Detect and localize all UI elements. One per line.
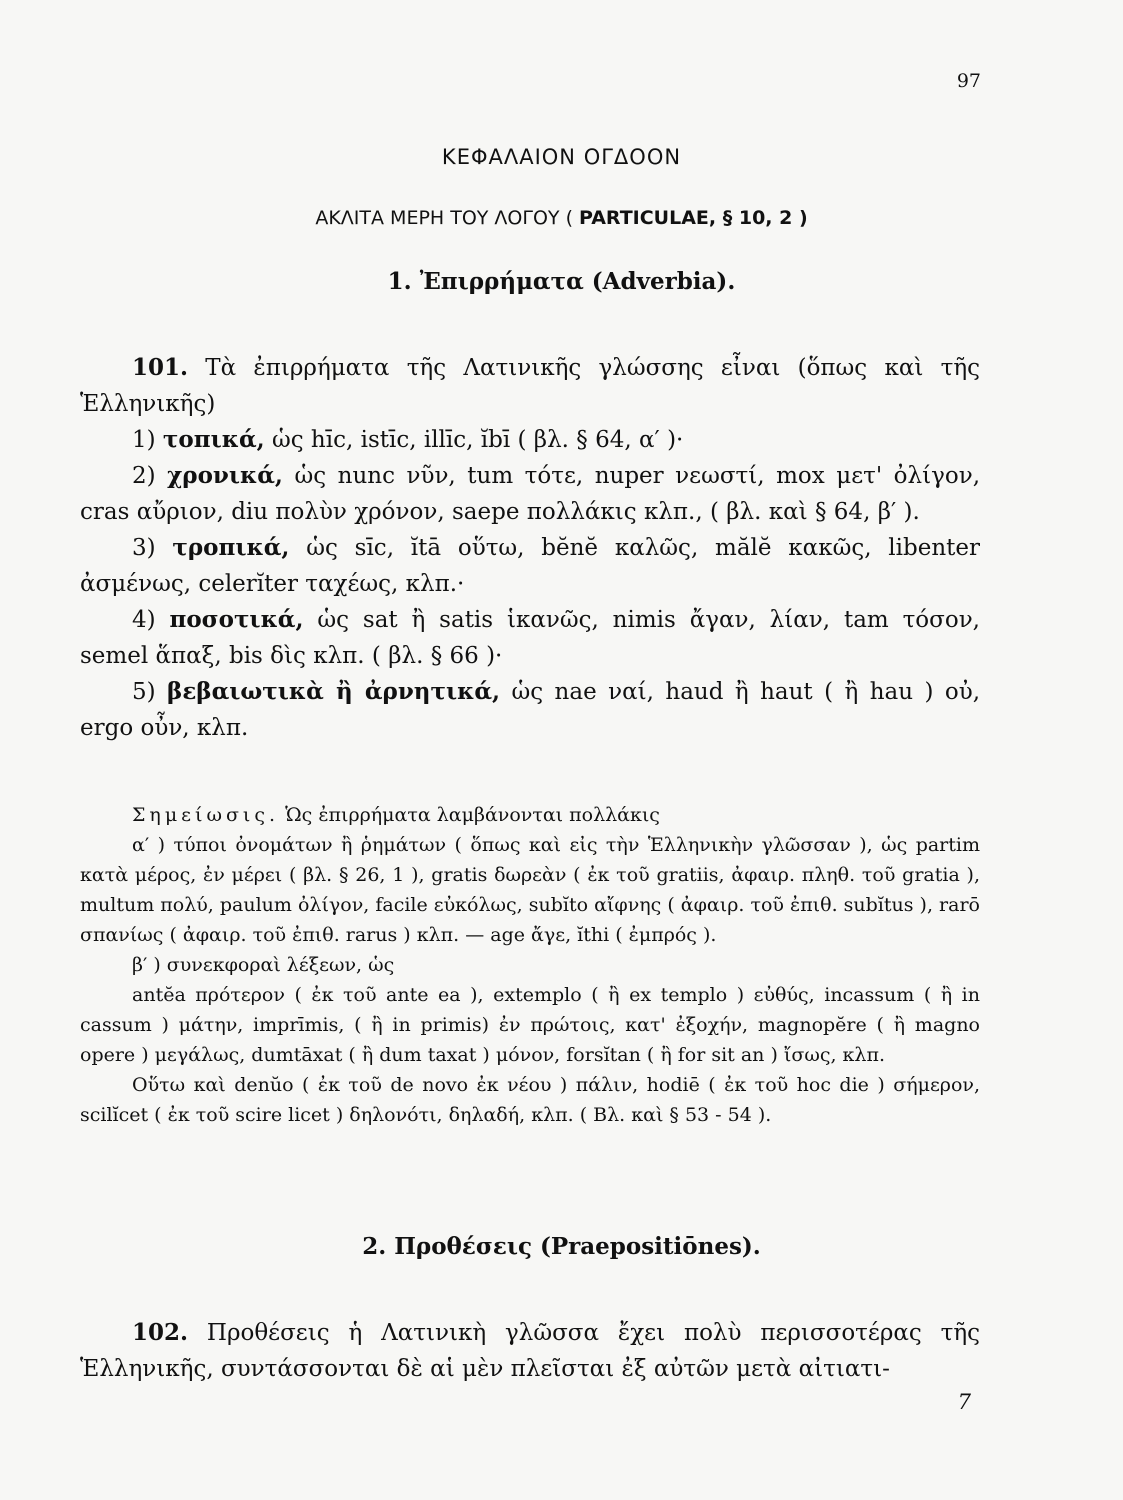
item-keyword: χρονικά, (167, 462, 283, 489)
subtitle-latin: PARTICULAE, § 10, 2 ) (579, 207, 808, 229)
note-label: Σημείωσις. (132, 804, 280, 826)
paragraph-number: 102. (132, 1319, 189, 1346)
item-text: ὡς nae ναί, haud ἢ haut ( ἢ hau ) οὐ, ergo οὖν, κλπ. (80, 679, 981, 741)
item-number: 2) (132, 463, 156, 489)
note-part-c: antĕa πρότερον ( ἐκ τοῦ ante ea ), extemplo ( ἢ ex templo ) εὐθύς, incassum ( ἢ in cassum ) μάτην, imprīmis, ( ἢ in primis) ἐν πρώτοις, κατ' ἐξοχήν, magnopĕre ( ἢ magno opere ) μεγάλως, dumtāxat ( ἢ dum taxat ) μόνον, forsĭtan ( ἢ for sit an ) ἴσως, κλπ. (80, 984, 980, 1066)
item-keyword: τροπικά, (172, 534, 290, 561)
item-text: ὡς hīc, istīc, illīc, ĭbī ( βλ. § 64, α′ )· (271, 427, 684, 453)
paragraph-text: Προθέσεις ἡ Λατινικὴ γλῶσσα ἔχει πολὺ περισσοτέρας τῆς Ἑλληνικῆς, συντάσσονται δὲ αἱ μὲν πλεῖσται ἐξ αὐτῶν μετὰ αἰτιατι- (80, 1320, 980, 1382)
list-item (80, 674, 980, 746)
subtitle-greek: ΑΚΛΙΤΑ ΜΕΡΗ ΤΟΥ ΛΟΓΟΥ ( (315, 207, 573, 229)
item-text: ὡς sat ἢ satis ἱκανῶς, nimis ἄγαν, λίαν, tam τόσον, semel ἅπαξ, bis δὶς κλπ. ( βλ. § 66 )· (80, 607, 980, 669)
list-item (80, 602, 980, 674)
section-title-adverbia: 1. Ἐπιρρήματα (Adverbia). (387, 268, 736, 295)
signature-mark: 7 (957, 1390, 971, 1414)
chapter-subtitle (0, 207, 1123, 229)
paragraph-102 (80, 1315, 980, 1387)
paragraph-101-intro (80, 350, 980, 422)
note-part-b: β′ ) συνεκφοραὶ λέξεων, ὡς (132, 954, 395, 976)
list-item (80, 422, 980, 458)
chapter-title: ΚΕΦΑΛΑΙΟΝ ΟΓΔΟΟΝ (441, 145, 682, 169)
note-intro-text: Ὡς ἐπιρρήματα λαμβάνονται πολλάκις (285, 804, 660, 826)
item-keyword: βεβαιωτικὰ ἢ ἀρνητικά, (167, 678, 501, 705)
item-text: ὡς sīc, ĭtā οὕτω, bĕnĕ καλῶς, mălĕ κακῶς, libenter ἀσμένως, celerĭter ταχέως, κλπ.· (80, 535, 981, 597)
list-item (80, 530, 980, 602)
list-item (80, 458, 980, 530)
item-keyword: ποσοτικά, (169, 606, 304, 633)
note-intro (80, 800, 980, 830)
paragraph-text: Τὰ ἐπιρρήματα τῆς Λατινικῆς γλώσσης εἶναι (ὅπως καὶ τῆς Ἑλληνικῆς) (80, 355, 980, 417)
paragraph-number: 101. (132, 354, 189, 381)
item-number: 3) (132, 535, 156, 561)
note-block (80, 800, 980, 1130)
note-part-d: Οὕτω καὶ denŭo ( ἐκ τοῦ de novo ἐκ νέου ) πάλιν, hodiē ( ἐκ τοῦ hoc die ) σήμερον, scilĭcet ( ἐκ τοῦ scire licet ) δηλονότι, δηλαδή, κλπ. ( Βλ. καὶ § 53 - 54 ). (80, 1074, 980, 1126)
item-number: 1) (132, 427, 156, 453)
item-number: 5) (132, 679, 156, 705)
note-part-a: α′ ) τύποι ὀνομάτων ἢ ῥημάτων ( ὅπως καὶ εἰς τὴν Ἑλληνικὴν γλῶσσαν ), ὡς partim κατὰ μέρος, ἐν μέρει ( βλ. § 26, 1 ), gratis δωρεὰν ( ἐκ τοῦ gratiis, ἀφαιρ. πληθ. τοῦ gratia ), multum πολύ, paulum ὀλίγον, facile εὐκόλως, subĭto αἴφνης ( ἀφαιρ. τοῦ ἐπιθ. subĭtus ), rarō σπανίως ( ἀφαιρ. τοῦ ἐπιθ. rarus ) κλπ. — age ἄγε, ĭthi ( ἐμπρός ). (80, 834, 980, 946)
item-keyword: τοπικά, (162, 426, 265, 453)
item-number: 4) (132, 607, 156, 633)
item-text: ὡς nunc νῦν, tum τότε, nuper νεωστί, mox μετ' ὀλίγον, cras αὔριον, diu πολὺν χρόνον, saepe πολλάκις κλπ., ( βλ. καὶ § 64, β′ ). (80, 463, 981, 525)
paragraph-101 (80, 350, 980, 746)
page-number: 97 (956, 70, 981, 92)
section-title-praepositiones: 2. Προθέσεις (Praepositiōnes). (362, 1233, 761, 1260)
paragraph-102-text (80, 1315, 980, 1387)
